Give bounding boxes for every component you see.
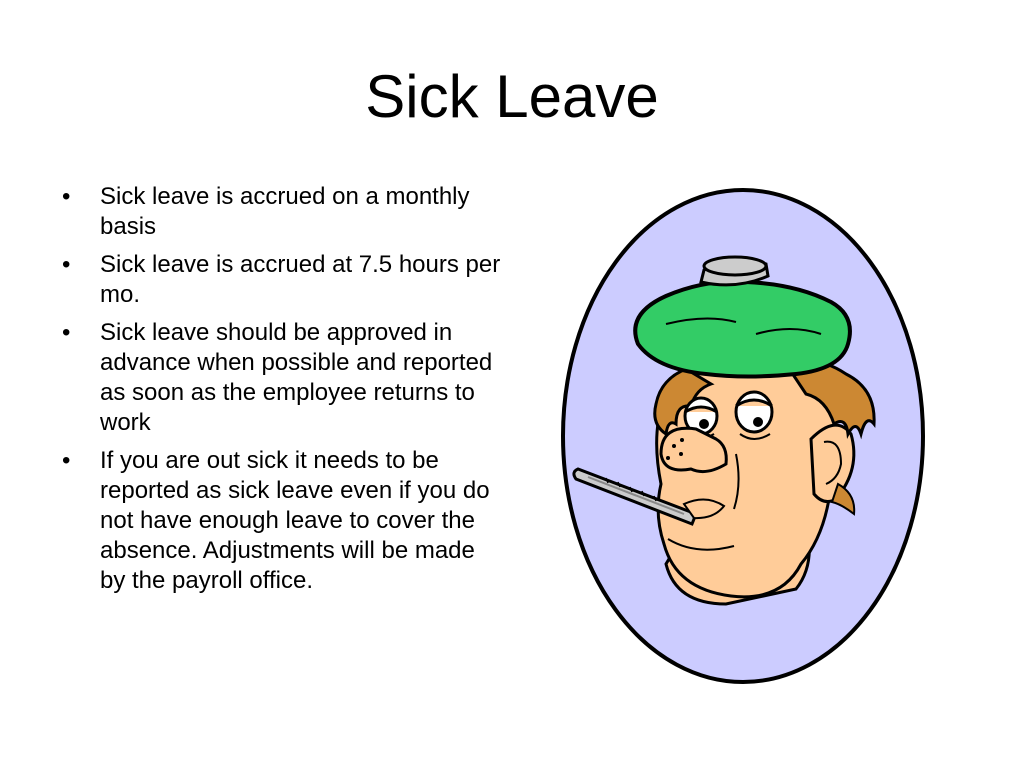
slide-title: Sick Leave [365, 63, 659, 130]
nose-freckle [680, 438, 684, 442]
nose-freckle [672, 444, 676, 448]
ice-bag-cap-top [704, 257, 766, 275]
bullet-text: If you are out sick it needs to be reported as sick leave even if you do not have enough leave to cover the absence. Adjustments will be made by the payroll office. [100, 447, 490, 594]
bullet-marker: • [62, 447, 71, 474]
right-eye [736, 392, 772, 432]
sick-man-illustration [556, 184, 930, 692]
bullet-text: Sick leave should be approved in advance when possible and reported as soon as the employee returns to work [100, 319, 493, 436]
bullet-marker: • [62, 183, 71, 210]
nose-freckle [666, 456, 670, 460]
bullet-item [62, 318, 502, 438]
nose-freckle [679, 452, 683, 456]
bullet-list [62, 182, 502, 604]
bullet-text: Sick leave is accrued on a monthly basis [100, 183, 470, 240]
ice-bag [635, 282, 850, 377]
bullet-text: Sick leave is accrued at 7.5 hours per mo. [100, 251, 501, 308]
left-pupil [699, 419, 709, 429]
bullet-item [62, 446, 502, 596]
bullet-item [62, 250, 502, 310]
bullet-marker: • [62, 319, 71, 346]
bullet-marker: • [62, 251, 71, 278]
bullet-item [62, 182, 502, 242]
right-pupil [753, 417, 763, 427]
